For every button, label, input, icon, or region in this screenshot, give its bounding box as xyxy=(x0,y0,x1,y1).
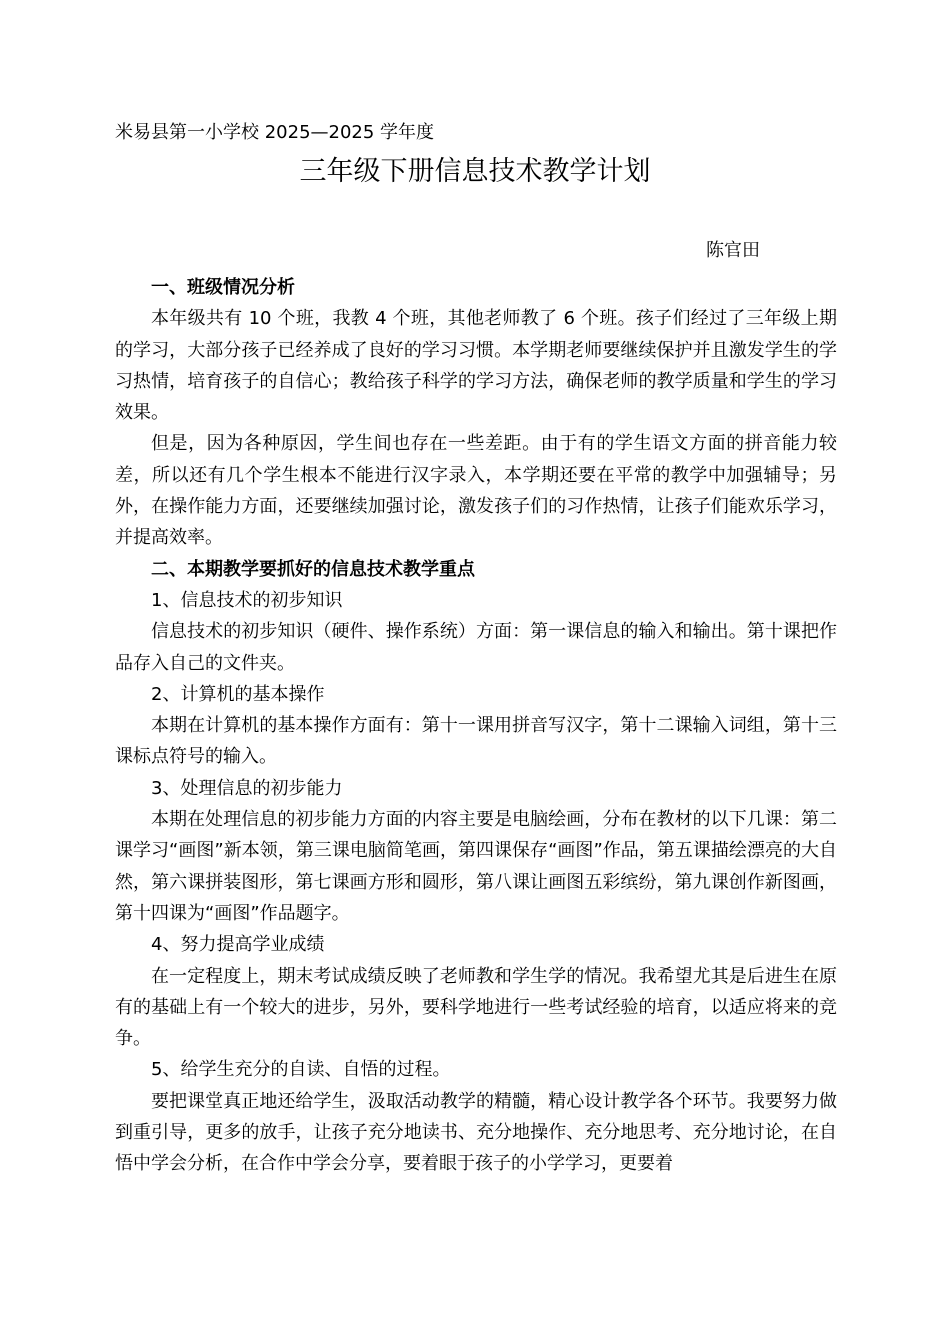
paragraph: 本年级共有 10 个班，我教 4 个班，其他老师教了 6 个班。孩子们经过了三年级上期的学习，大部分孩子已经养成了良好的学习习惯。本学期老师要继续保护并且激发学生的学习热情，培育孩子的自信心；教给孩子科学的学习方法，确保老师的教学质量和学生的学习效果。 xyxy=(115,308,837,424)
school-year-line: 米易县第一小学校 2025—2025 学年度 xyxy=(115,122,435,143)
author-name: 陈官田 xyxy=(706,240,760,261)
subheading: 5、给学生充分的自读、自悟的过程。 xyxy=(151,1059,451,1081)
subheading: 3、处理信息的初步能力 xyxy=(151,777,343,799)
paragraph: 本期在处理信息的初步能力方面的内容主要是电脑绘画，分布在教材的以下几课：第二课学习“画图”新本领，第三课电脑简笔画，第四课保存“画图”作品，第五课描绘漂亮的大自然，第六课拼装图形，第七课画方形和圆形，第八课让画图五彩缤纷，第九课创作新图画，第十四课为“画图”作品题字。 xyxy=(115,809,837,924)
paragraph: 但是，因为各种原因，学生间也存在一些差距。由于有的学生语文方面的拼音能力较差，所以还有几个学生根本不能进行汉字录入，本学期还要在平常的教学中加强辅导；另外，在操作能力方面，还要继续加强讨论，激发孩子们的习作热情，让孩子们能欢乐学习，并提高效率。 xyxy=(115,433,837,549)
document-body xyxy=(115,272,837,1180)
subheading: 4、努力提高学业成绩 xyxy=(151,934,325,956)
paragraph: 信息技术的初步知识（硬件、操作系统）方面：第一课信息的输入和输出。第十课把作品存入自己的文件夹。 xyxy=(115,621,837,674)
subheading: 1、信息技术的初步知识 xyxy=(151,589,343,611)
paragraph: 要把课堂真正地还给学生，汲取活动教学的精髓，精心设计教学各个环节。我要努力做到重引导，更多的放手，让孩子充分地读书、充分地操作、充分地思考、充分地讨论，在自悟中学会分析，在合作中学会分享，要着眼于孩子的小学学习，更要着 xyxy=(115,1090,837,1175)
subheading: 2、计算机的基本操作 xyxy=(151,683,325,705)
document-title: 三年级下册信息技术教学计划 xyxy=(299,156,651,187)
section-heading-class-analysis: 一、班级情况分析 xyxy=(151,277,295,298)
section-heading-teaching-focus: 二、本期教学要抓好的信息技术教学重点 xyxy=(151,558,475,580)
paragraph: 在一定程度上，期末考试成绩反映了老师教和学生学的情况。我希望尤其是后进生在原有的基础上有一个较大的进步，另外，要科学地进行一些考试经验的培育，以适应将来的竞争。 xyxy=(115,965,837,1050)
paragraph: 本期在计算机的基本操作方面有：第十一课用拼音写汉字，第十二课输入词组，第十三课标点符号的输入。 xyxy=(115,715,837,768)
